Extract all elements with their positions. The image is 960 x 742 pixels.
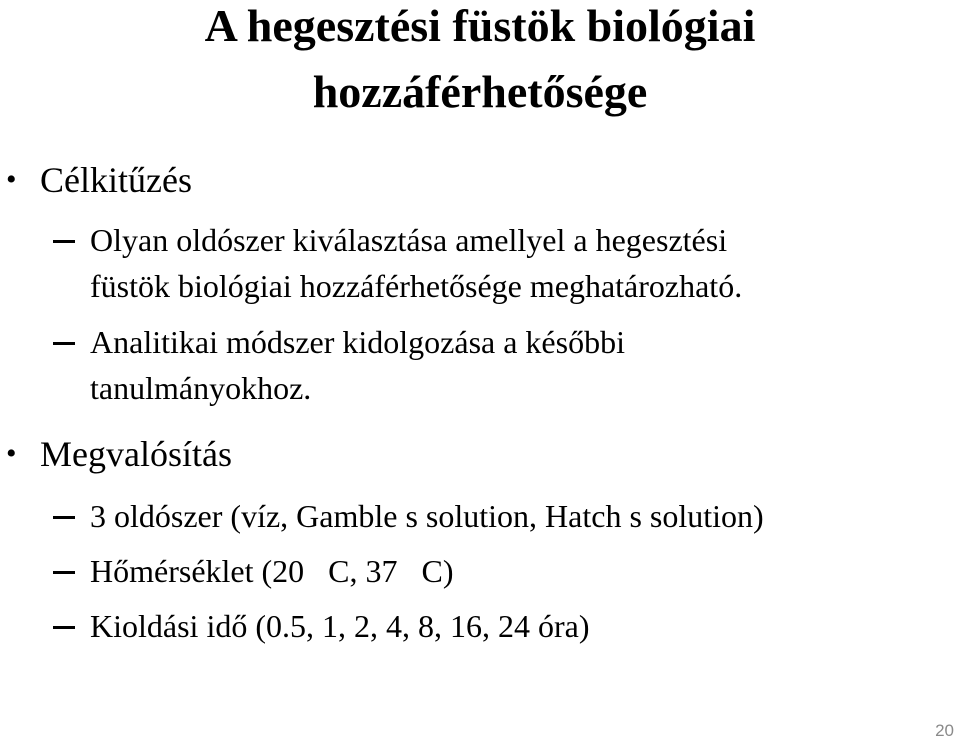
slide-number: 20 — [935, 721, 954, 740]
sub-item-text-line-2: füstök biológiai hozzáférhetősége meghatározható. — [90, 268, 743, 304]
sub-item-text-line-1: Analitikai módszer kidolgozása a későbbi — [90, 324, 625, 360]
bullet-dot-icon: • — [6, 437, 17, 470]
slide-title-line-2: hozzáférhetősége — [312, 66, 648, 117]
dash-icon — [53, 626, 75, 629]
sub-item-text-line-2: tanulmányokhoz. — [90, 370, 312, 406]
dash-icon — [53, 516, 75, 519]
slide-title-line-1: A hegesztési füstök biológiai — [204, 0, 756, 51]
section-heading-implementation: Megvalósítás — [40, 434, 232, 474]
bullet-dot-icon: • — [6, 163, 17, 196]
sub-item-text-line-1: Olyan oldószer kiválasztása amellyel a hegesztési — [90, 222, 728, 258]
sub-item-text: Kioldási idő (0.5, 1, 2, 4, 8, 16, 24 óra) — [90, 608, 590, 644]
dash-icon — [53, 571, 75, 574]
dash-icon — [53, 342, 75, 345]
dash-icon — [53, 240, 75, 243]
section-heading-objective: Célkitűzés — [40, 160, 192, 200]
sub-item-text: 3 oldószer (víz, Gamble s solution, Hatch s solution) — [90, 498, 764, 534]
sub-item-text: Hőmérséklet (20 C, 37 C) — [90, 553, 454, 589]
